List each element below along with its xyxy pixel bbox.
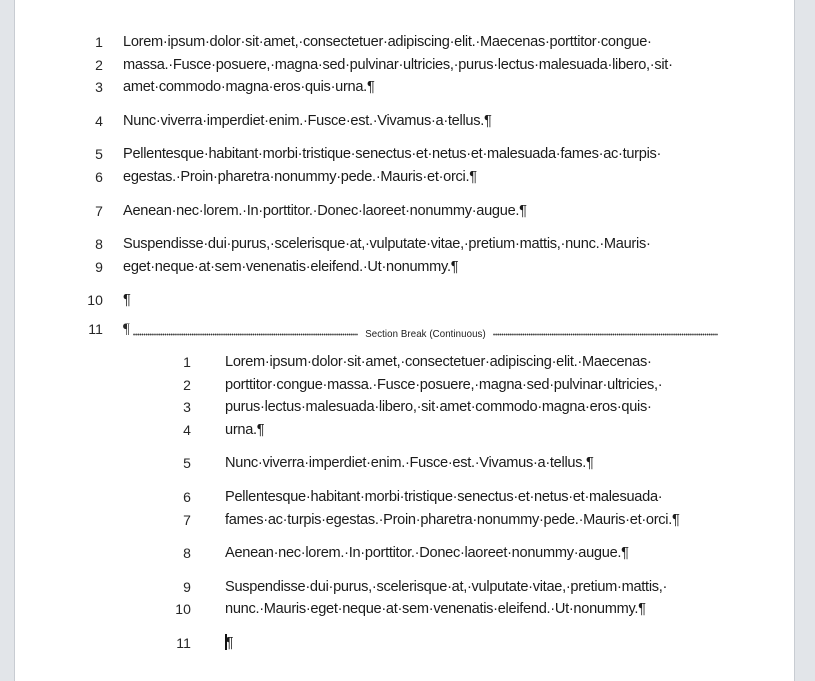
line-text[interactable]: nunc.·Mauris·eget·neque·at·sem·venenatis·eleifend.·Ut·nonummy.¶ [225, 601, 646, 618]
line-number: 8 [95, 236, 103, 253]
line-number: 7 [95, 202, 103, 219]
text-line[interactable] [15, 509, 794, 532]
line-number: 3 [95, 79, 103, 96]
line-text[interactable]: purus·lectus·malesuada·libero,·sit·amet·commodo·magna·eros·quis· [225, 399, 652, 416]
line-text-with-caret[interactable] [225, 632, 233, 655]
line-number: 7 [183, 511, 191, 528]
paragraph[interactable] [15, 110, 794, 133]
line-text: ¶ [225, 634, 234, 651]
line-text[interactable]: Suspendisse·dui·purus,·scelerisque·at,·vulputate·vitae,·pretium·mattis,· [225, 578, 668, 595]
document-page[interactable] [14, 0, 795, 681]
line-text[interactable]: Lorem·ipsum·dolor·sit·amet,·consectetuer·adipiscing·elit.·Maecenas· [225, 354, 652, 370]
line-number: 1 [183, 354, 191, 370]
line-text[interactable]: Nunc·viverra·imperdiet·enim.·Fusce·est.·Vivamus·a·tellus.¶ [123, 112, 492, 129]
text-line[interactable] [15, 542, 794, 565]
text-line[interactable] [15, 374, 794, 397]
text-line[interactable] [15, 76, 794, 99]
paragraph[interactable] [15, 632, 794, 655]
text-line[interactable] [15, 396, 794, 419]
line-number: 6 [183, 488, 191, 505]
paragraph[interactable] [15, 31, 794, 99]
line-text[interactable]: Pellentesque·habitant·morbi·tristique·senectus·et·netus·et·malesuada·fames·ac·turpis· [123, 146, 662, 163]
text-line[interactable] [15, 419, 794, 442]
text-line[interactable] [15, 110, 794, 133]
line-text[interactable]: Aenean·nec·lorem.·In·porttitor.·Donec·laoreet·nonummy·augue.¶ [225, 545, 629, 562]
text-line[interactable] [15, 143, 794, 166]
paragraph[interactable] [15, 143, 794, 188]
line-text[interactable]: egestas.·Proin·pharetra·nonummy·pede.·Mauris·et·orci.¶ [123, 168, 477, 185]
paragraph[interactable] [15, 486, 794, 531]
line-text[interactable]: Nunc·viverra·imperdiet·enim.·Fusce·est.·Vivamus·a·tellus.¶ [225, 455, 594, 472]
section-break-label: Section Break (Continuous) [365, 328, 486, 340]
text-line[interactable] [15, 351, 794, 374]
paragraph[interactable] [15, 542, 794, 565]
line-number: 9 [95, 258, 103, 275]
line-text[interactable]: eget·neque·at·sem·venenatis·eleifend.·Ut·nonummy.¶ [123, 258, 459, 275]
line-text[interactable]: Lorem·ipsum·dolor·sit·amet,·consectetuer·adipiscing·elit.·Maecenas·porttitor·congue· [123, 34, 652, 50]
line-number: 10 [87, 292, 103, 309]
line-number: 11 [176, 634, 191, 651]
section-break[interactable] [15, 318, 794, 341]
text-line[interactable] [15, 576, 794, 599]
line-number: 2 [183, 376, 191, 393]
section-break-dotted-line-left [133, 333, 358, 336]
line-text[interactable]: Aenean·nec·lorem.·In·porttitor.·Donec·laoreet·nonummy·augue.¶ [123, 202, 527, 219]
section-break-rule [133, 329, 718, 340]
line-number: 5 [183, 455, 191, 472]
section-one [15, 31, 794, 312]
line-text[interactable]: Suspendisse·dui·purus,·scelerisque·at,·vulputate·vitae,·pretium·mattis,·nunc.·Mauris· [123, 236, 651, 253]
text-line[interactable] [15, 256, 794, 279]
paragraph[interactable] [15, 233, 794, 278]
line-text[interactable]: porttitor·congue·massa.·Fusce·posuere,·magna·sed·pulvinar·ultricies,· [225, 376, 663, 393]
paragraph[interactable] [15, 351, 794, 441]
paragraph[interactable] [15, 289, 794, 312]
line-number: 5 [95, 146, 103, 163]
paragraph[interactable] [15, 452, 794, 475]
line-number: 6 [95, 168, 103, 185]
line-number: 4 [183, 421, 191, 438]
line-text[interactable]: fames·ac·turpis·egestas.·Proin·pharetra·nonummy·pede.·Mauris·et·orci.¶ [225, 511, 680, 528]
text-line[interactable] [15, 31, 794, 54]
paragraph[interactable] [15, 576, 794, 621]
line-number: 3 [183, 399, 191, 416]
line-text[interactable]: ¶ [123, 292, 131, 309]
section-two [15, 351, 794, 655]
line-number: 8 [183, 545, 191, 562]
line-number: 1 [95, 34, 103, 50]
line-text[interactable]: amet·commodo·magna·eros·quis·urna.¶ [123, 79, 375, 96]
text-line[interactable] [15, 289, 794, 312]
text-line[interactable] [15, 452, 794, 475]
line-number: 2 [95, 56, 103, 73]
text-line[interactable] [15, 233, 794, 256]
line-text[interactable]: Pellentesque·habitant·morbi·tristique·senectus·et·netus·et·malesuada· [225, 488, 663, 505]
line-text[interactable]: urna.¶ [225, 421, 265, 438]
text-line[interactable] [15, 632, 794, 655]
section-break-line-number: 11 [88, 321, 103, 337]
text-line[interactable] [15, 200, 794, 223]
paragraph[interactable] [15, 200, 794, 223]
text-line[interactable] [15, 166, 794, 189]
text-line[interactable] [15, 486, 794, 509]
line-text[interactable]: massa.·Fusce·posuere,·magna·sed·pulvinar·ultricies,·purus·lectus·malesuada·libero,·sit· [123, 56, 673, 73]
line-number: 9 [183, 578, 191, 595]
section-break-dotted-line-right [493, 333, 718, 336]
section-break-pilcrow-mark: ¶ [123, 321, 130, 337]
line-number: 4 [95, 112, 103, 129]
text-line[interactable] [15, 54, 794, 77]
text-line[interactable] [15, 598, 794, 621]
line-number: 10 [175, 601, 191, 618]
